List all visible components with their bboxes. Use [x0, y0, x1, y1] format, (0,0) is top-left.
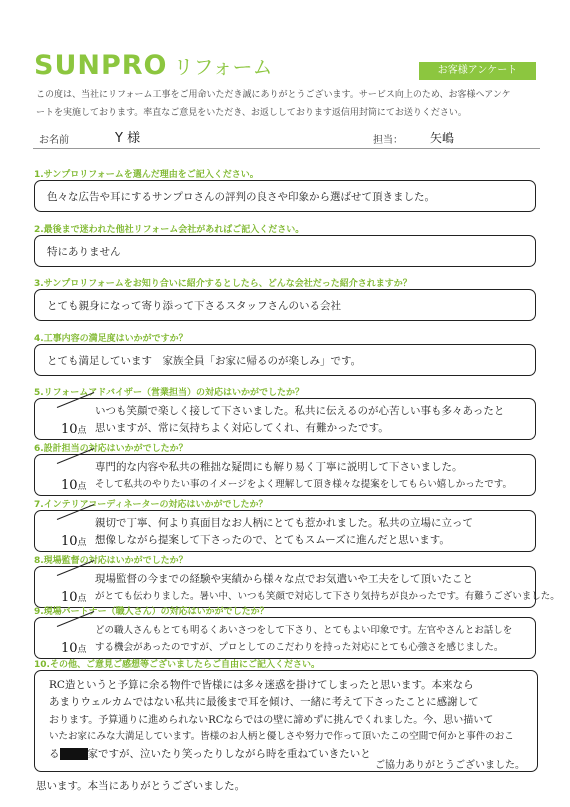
- question-6-score-value: 10: [61, 478, 78, 493]
- question-6-title: 6.設計担当の対応はいかがでしたか？: [34, 444, 188, 454]
- free-comment-line-1: RC造というと予算に余る物件で皆様には多々迷惑を掛けてしまったと思います。本来なら: [49, 679, 474, 691]
- question-4-title: 4.工事内容の満足度はいかがですか？: [34, 334, 188, 344]
- question-9-answer-box: [34, 617, 536, 659]
- brand-logo: [34, 50, 273, 81]
- question-2-answer-box: [34, 235, 536, 267]
- question-6-answer-box: [34, 454, 536, 496]
- question-6-score: [61, 478, 87, 493]
- question-3-answer: とても親身になって寄り添って下さるスタッフさんのいる会社: [47, 300, 341, 312]
- staff-value: 矢嶋: [430, 131, 455, 145]
- question-2-title: 2.最後まで迷われた他社リフォーム会社があればご記入ください。: [34, 225, 305, 235]
- free-comment-line-4: いたお家にみな大満足しています。皆様のお人柄と優しさや努力で作って頂いたこの空間で何かと事件のおこ: [49, 731, 514, 742]
- question-8-score-unit: 点: [77, 594, 87, 604]
- customer-row: [33, 126, 540, 149]
- question-8-score: [61, 590, 87, 605]
- question-5-answer-line-2: 思いますが、常に気持ちよく対応してくれ、有難かったです。: [95, 422, 389, 434]
- question-9-score: [61, 641, 87, 656]
- question-9-answer-line-1: どの職人さんもとても明るくあいさつをして下さり、とてもよい印象です。左官やさんとお話しを: [95, 625, 513, 636]
- question-5-title: 5.リフォームアドバイザー（営業担当）の対応はいかがでしたか？: [34, 388, 305, 398]
- brand-subname: リフォーム: [173, 55, 273, 79]
- question-7-score: [61, 534, 87, 549]
- free-comment-line-5: [49, 746, 371, 761]
- intro-line-1: この度は、当社にリフォーム工事をご用命いただき誠にありがとうございます。サービス向上のため、お客様へアンケ: [36, 90, 511, 100]
- question-9-score-unit: 点: [77, 645, 87, 655]
- question-5-answer-line-1: いつも笑顔で楽しく接して下さいました。私共に伝えるのが心苦しい事も多々あったと: [95, 405, 505, 417]
- name-value: Y 様: [115, 131, 141, 146]
- free-comment-line-6: 思います。本当にありがとうございました。: [36, 780, 246, 792]
- question-1-answer: 色々な広告や耳にするサンプロさんの評判の良さや印象から選ばせて頂きました。: [47, 191, 435, 203]
- question-10-title: 10.その他、ご意見ご感想等ございましたらご自由にご記入ください。: [34, 660, 320, 670]
- question-8-answer-box: [34, 566, 560, 608]
- question-6-score-unit: 点: [77, 482, 87, 492]
- question-8-answer-line-2: がとても伝わりました。暑い中、いつも笑顔で対応して下さり気持ちが良かったです。有難うございました。: [95, 591, 560, 602]
- question-9-title: 9.現場パートナー（職人さん）の対応はいかがでしたか？: [34, 607, 269, 617]
- question-1-title: 1.サンプロリフォームを選んだ理由をご記入ください。: [34, 170, 259, 180]
- free-comment-line-5-rest: 家ですが、泣いたり笑ったりしながら時を重ねていきたいと: [87, 748, 371, 760]
- thanks-text: ご協力ありがとうございました。: [375, 760, 525, 771]
- question-8-score-value: 10: [61, 590, 78, 605]
- brand-name: SUNPRO: [34, 50, 168, 81]
- question-6-answer-line-1: 専門的な内容や私共の稚拙な疑問にも解り易く丁寧に説明して下さいました。: [95, 461, 463, 473]
- question-9-answer-line-2: する機会があったのですが、プロとしてのこだわりを持った対応にとても心強さを感じました。: [95, 642, 504, 653]
- question-5-answer-box: [34, 398, 536, 440]
- question-7-score-value: 10: [61, 534, 78, 549]
- question-5-score: [61, 422, 87, 437]
- question-7-title: 7.インテリアコーディネーターの対応はいかがでしたか？: [34, 500, 268, 510]
- question-7-answer-line-2: 想像しながら提案して下さったので、とてもスムーズに進んだと思います。: [95, 534, 450, 546]
- question-1-answer-box: [34, 180, 536, 212]
- intro-text: [36, 86, 540, 122]
- question-6-answer-line-2: そして私共のやりたい事のイメージをよく理解して頂き様々な提案をしてもらい嬉しかったです。: [95, 479, 512, 490]
- free-comment-line-3: おります。予算通りに進められないRCならではの壁に諦めずに挑んでくれました。今、思い描いて: [49, 715, 494, 726]
- question-5-score-unit: 点: [77, 426, 87, 436]
- survey-badge: お客様アンケート: [419, 62, 536, 80]
- question-7-answer-box: [34, 510, 536, 552]
- free-comment-line-2: あまりウェルカムではない私共に最後まで耳を傾け、一緒に考えて下さったことに感謝して: [49, 696, 479, 708]
- question-9-score-value: 10: [61, 641, 78, 656]
- redaction-block: [60, 748, 88, 760]
- question-7-answer-line-1: 親切で丁寧、何より真面目なお人柄にとても惹かれました。私共の立場に立って: [95, 517, 473, 529]
- question-5-score-value: 10: [61, 422, 78, 437]
- intro-line-2: ートを実施しております。率直なご意見をいただき、お返ししております返信用封筒にてお送りください。: [36, 108, 467, 118]
- name-label: お名前: [39, 135, 69, 146]
- staff-label: 担当：: [373, 135, 403, 146]
- question-4-answer: とても満足しています 家族全員「お家に帰るのが楽しみ」です。: [47, 355, 362, 367]
- free-comment-line-5-start: る: [49, 748, 60, 760]
- question-2-answer: 特にありません: [47, 246, 121, 258]
- question-4-answer-box: [34, 344, 536, 376]
- question-3-title: 3.サンプロリフォームをお知り合いに紹介するとしたら、どんな会社だった紹介されますか？: [34, 279, 412, 289]
- question-7-score-unit: 点: [77, 538, 87, 548]
- question-3-answer-box: [34, 289, 536, 321]
- question-8-title: 8.現場監督の対応はいかがでしたか？: [34, 556, 188, 566]
- question-8-answer-line-1: 現場監督の今までの経験や実績から様々な点でお気遣いや工夫をして頂いたこと: [95, 573, 473, 585]
